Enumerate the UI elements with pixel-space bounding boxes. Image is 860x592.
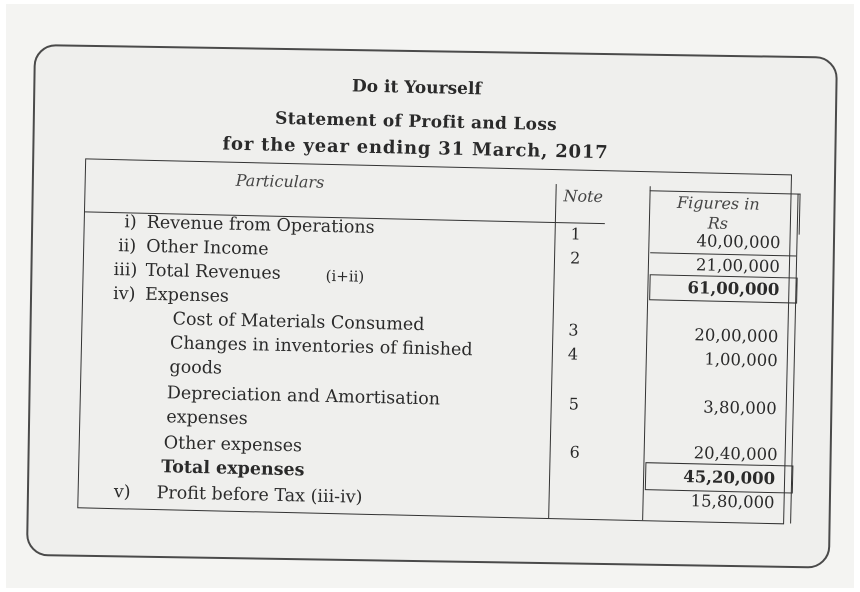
exercise-title: Do it Yourself xyxy=(351,76,482,100)
statement-title: Statement of Profit and Loss xyxy=(274,108,558,136)
row-label-continued: expenses xyxy=(166,407,248,430)
row-label: Depreciation and Amortisation xyxy=(166,383,441,410)
row-note: 1 xyxy=(570,224,582,244)
document-card xyxy=(26,44,838,569)
row-note: 3 xyxy=(568,320,579,340)
profit-loss-table xyxy=(77,158,792,524)
row-number: v) xyxy=(113,482,131,503)
header-note: Note xyxy=(563,186,604,207)
row-number: ii) xyxy=(117,236,137,257)
header-particulars: Particulars xyxy=(235,170,325,192)
row-label: Revenue from Operations xyxy=(146,212,375,238)
column-divider-note xyxy=(548,184,557,518)
header-figures-line2: Rs xyxy=(707,213,729,233)
row-label: Other expenses xyxy=(163,433,303,457)
row-value: 15,80,000 xyxy=(690,491,775,513)
row-label: Expenses xyxy=(144,284,230,307)
row-value: 20,40,000 xyxy=(693,443,778,465)
photo-background xyxy=(6,4,854,588)
header-figures-line1: Figures in xyxy=(676,192,760,214)
row-value: 1,00,000 xyxy=(704,349,779,371)
row-number: i) xyxy=(124,212,137,233)
row-label-continued: goods xyxy=(169,357,223,379)
row-value: 3,80,000 xyxy=(703,397,777,419)
row-note: 4 xyxy=(567,344,579,364)
row-value: 20,00,000 xyxy=(694,325,779,347)
row-label: Other Income xyxy=(145,236,269,260)
row-number: iv) xyxy=(112,284,136,305)
row-note: 2 xyxy=(569,248,581,268)
row-value: 40,00,000 xyxy=(696,231,781,253)
row-value: 45,20,000 xyxy=(683,467,776,489)
row-label: Changes in inventories of finished xyxy=(169,333,473,361)
row-note: 5 xyxy=(568,394,580,414)
row-label: Total Revenues xyxy=(145,260,281,284)
row-value: 61,00,000 xyxy=(687,278,780,300)
row-label-suffix: (i+ii) xyxy=(325,266,365,286)
row-label: Total expenses xyxy=(160,457,305,481)
header-figures xyxy=(663,193,774,235)
row-label: Cost of Materials Consumed xyxy=(172,309,425,336)
row-note: 6 xyxy=(569,442,581,462)
statement-period: for the year ending 31 March, 2017 xyxy=(222,133,609,164)
row-number: iii) xyxy=(113,260,138,281)
row-label: Profit before Tax (iii-iv) xyxy=(156,483,363,508)
row-value: 21,00,000 xyxy=(695,255,781,277)
